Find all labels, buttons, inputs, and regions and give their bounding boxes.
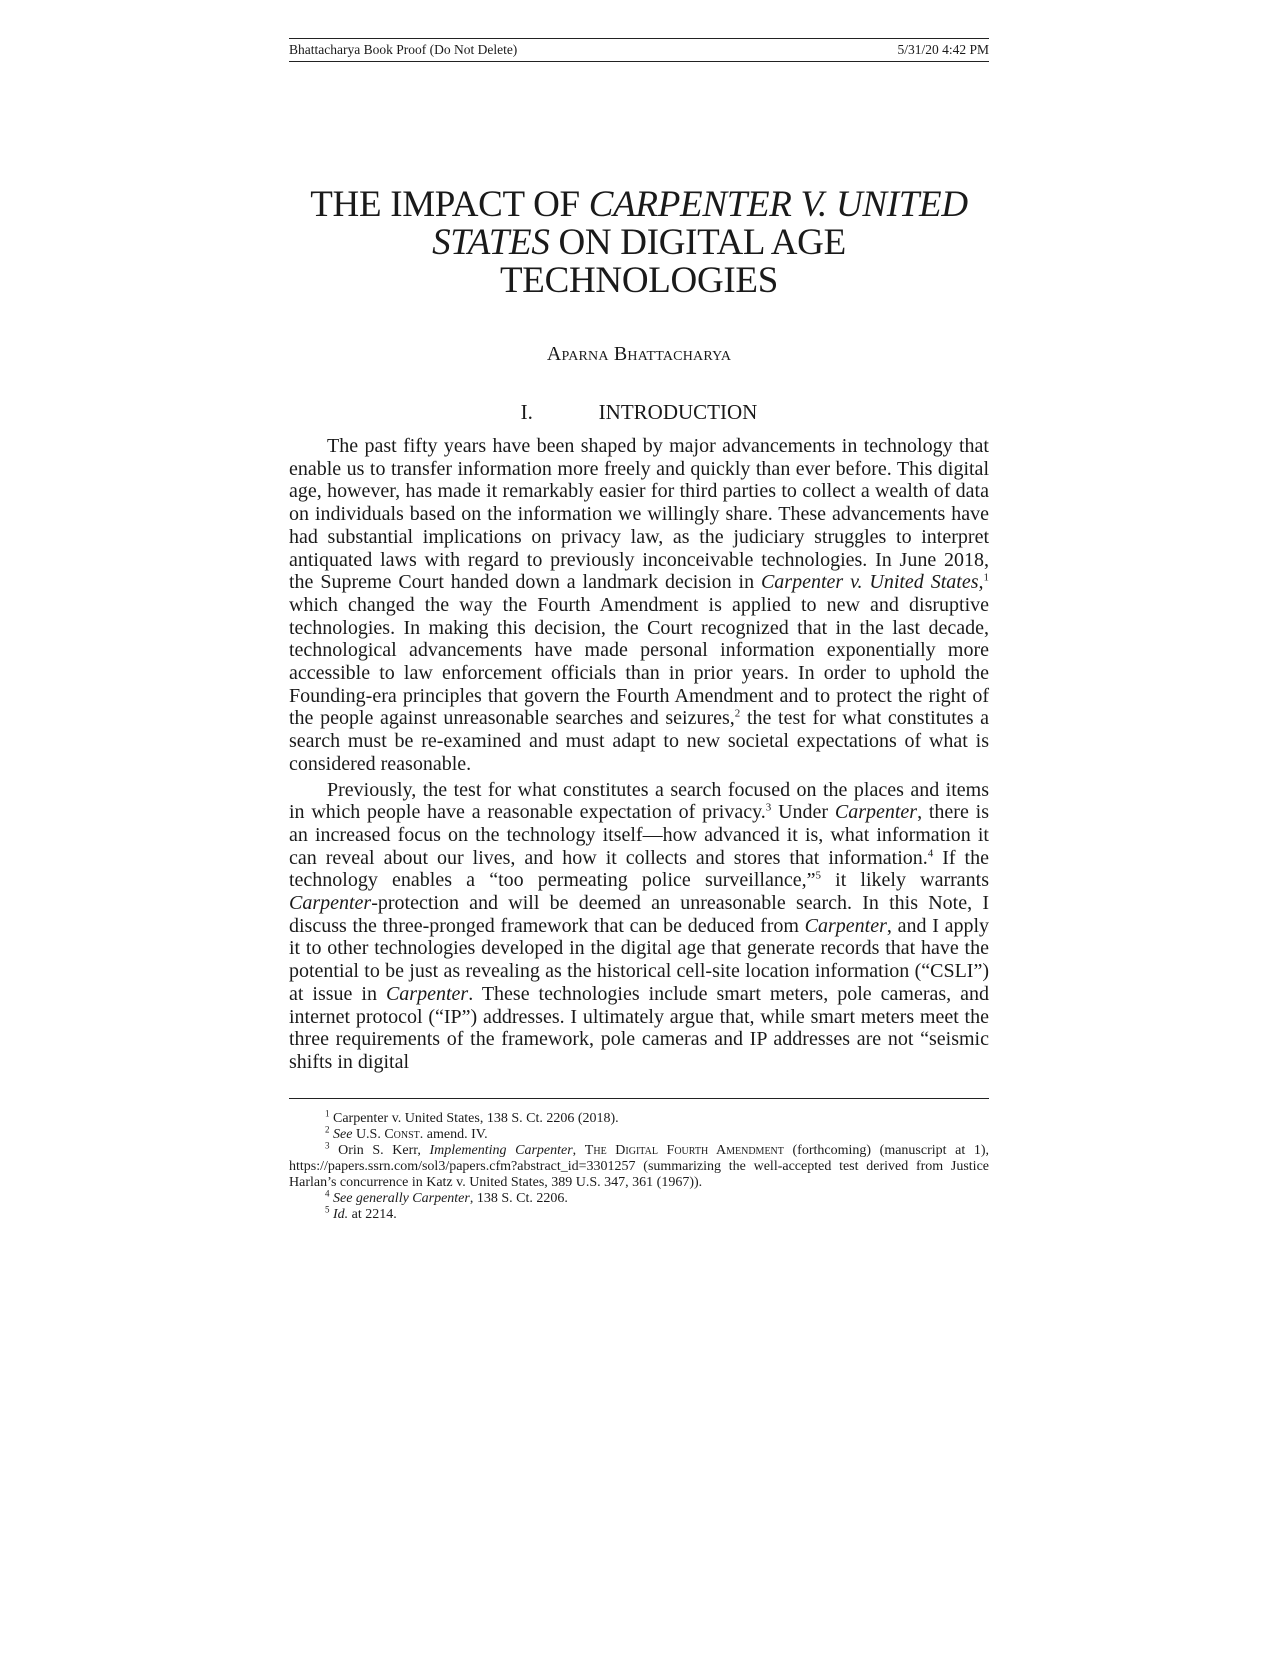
title-part-2: ON DIGITAL AGE TECHNOLOGIES [500,222,846,301]
footnote-ref[interactable]: 2 [734,707,741,720]
article-title [289,186,989,300]
footnote-number: 4 [325,1188,330,1199]
case-name: Carpenter [804,914,887,937]
signal: See [333,1126,353,1142]
running-head-date: 5/31/20 4:42 PM [897,42,989,57]
footnote-text: U.S. [352,1126,385,1142]
section-title: INTRODUCTION [598,400,758,424]
title-case-name: CARPENTER V. UNITED STATES [432,184,968,263]
running-head-left: Bhattacharya Book Proof (Do Not Delete) [289,42,518,57]
case-name: Carpenter [834,801,918,824]
footnote-text: amend. IV. [423,1126,488,1142]
body-text [289,435,989,1074]
text-run: If the technology enables a “too permeating police surveillance,” [289,846,989,892]
text-run: it likely warrants [820,869,989,892]
case-citation: Carpenter v. United States, [760,571,984,594]
case-name: Carpenter [385,982,469,1005]
footnote-5 [289,1204,989,1223]
text-run: Under [771,801,835,824]
article-title-citation: Implementing Carpenter [429,1142,573,1158]
text-run: the test for what constitutes a search must be re-examined and must adapt to new societal expectations of what is considered reasonable. [289,707,989,775]
signal: Id. [333,1206,349,1222]
book-title: The Digital Fourth Amendment [584,1142,784,1158]
footnote-ref[interactable]: 5 [815,869,821,882]
document-page [289,38,989,1223]
section-heading [289,400,989,425]
text-run: which changed the way the Fourth Amendment is applied to new and disruptive technologies. In making this decision, the Court recognized that in the last decade, technological advancements have made personal information exponentially more accessible to law enforcement officials than in prior years. In order to uphold the Founding-era principles that govern the Fourth Amendment and to protect the right of the people against unreasonable searches and seizures, [289,593,989,730]
footnote-number: 2 [325,1124,330,1135]
text-run: . These technologies include smart meters, pole cameras, and internet protocol (“IP”) addresses. I ultimately argue that, while smart meters meet the three requirements of the framework, pole cameras and IP addresses are not “seismic shifts in digital [289,982,990,1073]
footnote-number: 3 [325,1140,330,1151]
footnote-ref[interactable]: 1 [983,571,989,584]
footnote-2 [289,1124,989,1143]
footnote-text: at 2214. [348,1206,397,1222]
paragraph-1 [289,435,989,776]
footnote-text: Const. [384,1126,424,1142]
title-part-1: THE IMPACT OF [310,184,589,225]
footnote-4 [289,1188,989,1207]
text-run: , and I apply it to other technologies developed in the digital age that generate records that have the potential to be just as revealing as the historical cell-site location information (“CSLI”) at issue in [289,914,989,1005]
section-number: I. [520,400,533,424]
text-run: -protection and will be deemed an unreasonable search. In this Note, I discuss the three-pronged framework that can be deduced from [289,892,989,937]
footnote-text[interactable]: (forthcoming) (manuscript at 1), https://papers.ssrn.com/sol3/papers.cfm?abstract_id=3301257 (summarizing the well-accepted test derived from Justice Harlan’s concurrence in Katz v. United States, 389 U.S. 347, 361 (1967)). [289,1142,990,1190]
footnote-3 [289,1140,990,1191]
footnote-text: Carpenter v. United States, 138 S. Ct. 2206 (2018). [333,1110,619,1126]
footnote-1 [289,1108,989,1127]
footnote-text: , 138 S. Ct. 2206. [469,1190,568,1206]
footnote-ref[interactable]: 4 [927,847,934,859]
case-name: Carpenter [289,892,372,915]
author-name: Aparna Bhattacharya [546,343,732,365]
footnote-number: 5 [325,1204,330,1215]
paragraph-2 [289,779,989,1074]
footnote-number: 1 [325,1108,330,1119]
text-run: Previously, the test for what constitutes a search focused on the places and items in which people have a reasonable expectation of privacy. [289,778,989,824]
footnote-text: , [572,1142,585,1158]
signal: See generally Carpenter [333,1190,470,1206]
footnotes [289,1108,990,1223]
footnote-divider [289,1098,989,1099]
footnote-text: Orin S. Kerr, [338,1142,430,1158]
text-run: The past fifty years have been shaped by major advancements in technology that enable us to transfer information more freely and quickly than ever before. This digital age, however, has made it remarkably easier for third parties to collect a wealth of data on individuals based on the information we willingly share. These advancements have had substantial implications on privacy law, as the judiciary struggles to interpret antiquated laws with regard to previously inconceivable technologies. In June 2018, the Supreme Court handed down a landmark decision in [289,435,989,594]
running-head [289,38,989,62]
footnote-ref[interactable]: 3 [765,801,772,814]
text-run: , there is an increased focus on the technology itself—how advanced it is, what information it can reveal about our lives, and how it collects and stores that information. [289,801,989,869]
